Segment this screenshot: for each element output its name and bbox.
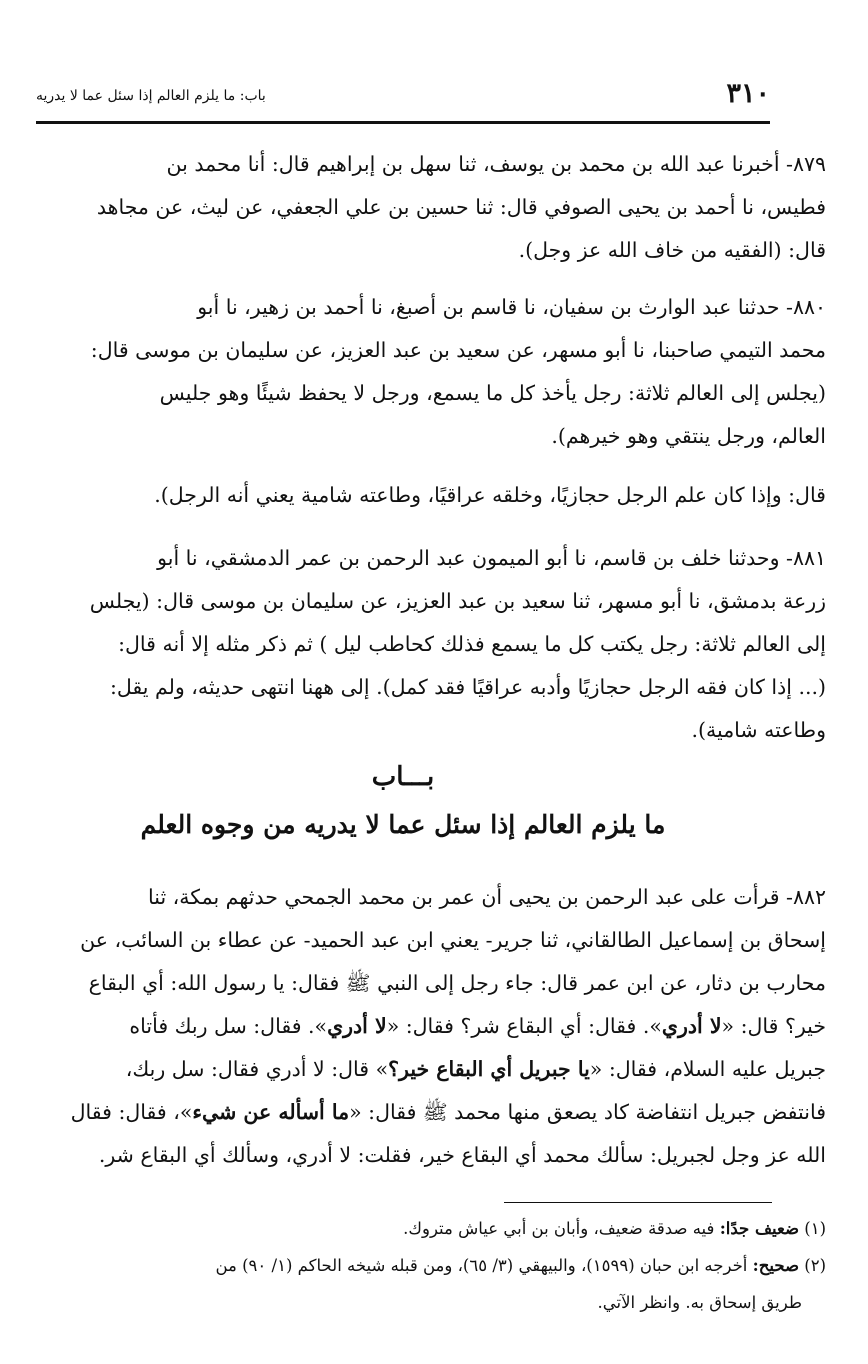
text-line: وطاعته شامية). <box>691 718 826 742</box>
hadith-881 <box>89 537 826 752</box>
footnotes <box>102 1210 826 1321</box>
text-line: ٨٨٢- قرأت على عبد الرحمن بن يحيى أن عمر بن محمد الجمحي حدثهم بمكة، ثنا <box>148 885 826 909</box>
text-run: ». فقال: سل ربك فأتاه <box>129 1014 328 1038</box>
text-line <box>102 1005 826 1048</box>
text-line: فطيس، نا أحمد بن يحيى الصوفي قال: ثنا حسين بن علي الجعفي، عن ليث، عن مجاهد <box>96 195 826 219</box>
text-line: (يجلس إلى العالم ثلاثة: رجل يأخذ كل ما يسمع، ورجل لا يحفظ شيئًا وهو جليس <box>159 381 826 405</box>
footnote-rule <box>504 1202 772 1203</box>
footnote-marker: (١) <box>804 1219 826 1238</box>
hadith-879 <box>96 143 826 272</box>
section-label: بـــاب <box>371 762 435 792</box>
section-title: ما يلزم العالم إذا سئل عما لا يدريه من وجوه العلم <box>140 810 666 839</box>
text-run: خير؟ قال: « <box>721 1014 826 1038</box>
hadith-880 <box>90 286 826 458</box>
text-line: قال: وإذا كان علم الرجل حجازيًا، وخلقه عراقيًا، وطاعته شامية يعني أنه الرجل). <box>154 483 826 507</box>
footnote-grade: صحيح: <box>752 1256 799 1275</box>
text-line <box>70 1091 826 1134</box>
commentary-paragraph <box>102 474 826 517</box>
footnote-grade: ضعيف جدًا: <box>719 1219 799 1238</box>
footnote-2-continuation: طريق إسحاق به. وانظر الآتي. <box>597 1293 802 1312</box>
text-line: محمد التيمي صاحبنا، نا أبو مسهر، عن سعيد بن عبد العزيز، عن سليمان بن موسى قال: <box>90 338 826 362</box>
emphasis-text: ما أسأله عن شيء <box>192 1100 350 1124</box>
emphasis-text: لا أدري <box>661 1014 722 1038</box>
emphasis-text: لا أدري <box>327 1014 387 1038</box>
text-run: فانتفض جبريل انتفاضة كاد يصعق منها محمد ﷺ فقال: « <box>349 1100 826 1124</box>
header-rule <box>36 121 770 124</box>
text-line: الله عز وجل لجبريل: سألك محمد أي البقاع خير، فقلت: لا أدري، وسألك أي البقاع شر. <box>98 1143 826 1167</box>
text-line: ٨٨٠- حدثنا عبد الوارث بن سفيان، نا قاسم بن أصبغ، نا أحمد بن زهير، نا أبو <box>197 295 826 319</box>
text-line: إسحاق بن إسماعيل الطالقاني، ثنا جرير- يعني ابن عبد الحميد- عن عطاء بن السائب، عن <box>80 928 826 952</box>
text-line <box>102 1048 826 1091</box>
text-line: العالم، ورجل ينتقي وهو خيرهم). <box>551 424 826 448</box>
emphasis-text: يا جبريل أي البقاع خير؟ <box>388 1057 590 1081</box>
page-number: ٣١٠ <box>726 78 770 109</box>
text-line: (... إذا كان فقه الرجل حجازيًا وأدبه عراقيًا فقد كمل). إلى ههنا انتهى حديثه، ولم يقل: <box>109 675 826 699</box>
text-line: محارب بن دثار، عن ابن عمر قال: جاء رجل إلى النبي ﷺ فقال: يا رسول الله: أي البقاع <box>88 971 826 995</box>
text-line: زرعة بدمشق، نا أبو مسهر، ثنا سعيد بن عبد العزيز، عن سليمان بن موسى قال: (يجلس <box>89 589 826 613</box>
text-line: إلى العالم ثلاثة: رجل يكتب كل ما يسمع فذلك كحاطب ليل ) ثم ذكر مثله إلا أنه قال: <box>118 632 826 656</box>
footnote-marker: (٢) <box>804 1256 826 1275</box>
hadith-882 <box>70 876 826 1177</box>
footnote-text: فيه صدقة ضعيف، وأبان بن أبي عياش متروك. <box>403 1219 715 1238</box>
text-line: قال: (الفقيه من خاف الله عز وجل). <box>518 238 826 262</box>
page-header <box>36 78 770 112</box>
text-run: » قال: لا أدري فقال: سل ربك، <box>125 1057 389 1081</box>
footnote-2 <box>102 1247 826 1284</box>
text-run: »، فقال: فقال <box>70 1100 193 1124</box>
text-run: جبريل عليه السلام، فقال: « <box>589 1057 826 1081</box>
footnote-1 <box>102 1210 826 1247</box>
text-line: ٨٨١- وحدثنا خلف بن قاسم، نا أبو الميمون عبد الرحمن بن عمر الدمشقي، نا أبو <box>157 546 826 570</box>
text-line: ٨٧٩- أخبرنا عبد الله بن محمد بن يوسف، ثنا سهل بن إبراهيم قال: أنا محمد بن <box>166 152 826 176</box>
text-run: ». فقال: أي البقاع شر؟ فقال: « <box>386 1014 662 1038</box>
running-title: باب: ما يلزم العالم إذا سئل عما لا يدريه <box>36 88 266 104</box>
footnote-text: أخرجه ابن حبان (١٥٩٩)، والبيهقي (٣/ ٦٥)، ومن قبله شيخه الحاكم (١/ ٩٠) من <box>215 1256 748 1275</box>
